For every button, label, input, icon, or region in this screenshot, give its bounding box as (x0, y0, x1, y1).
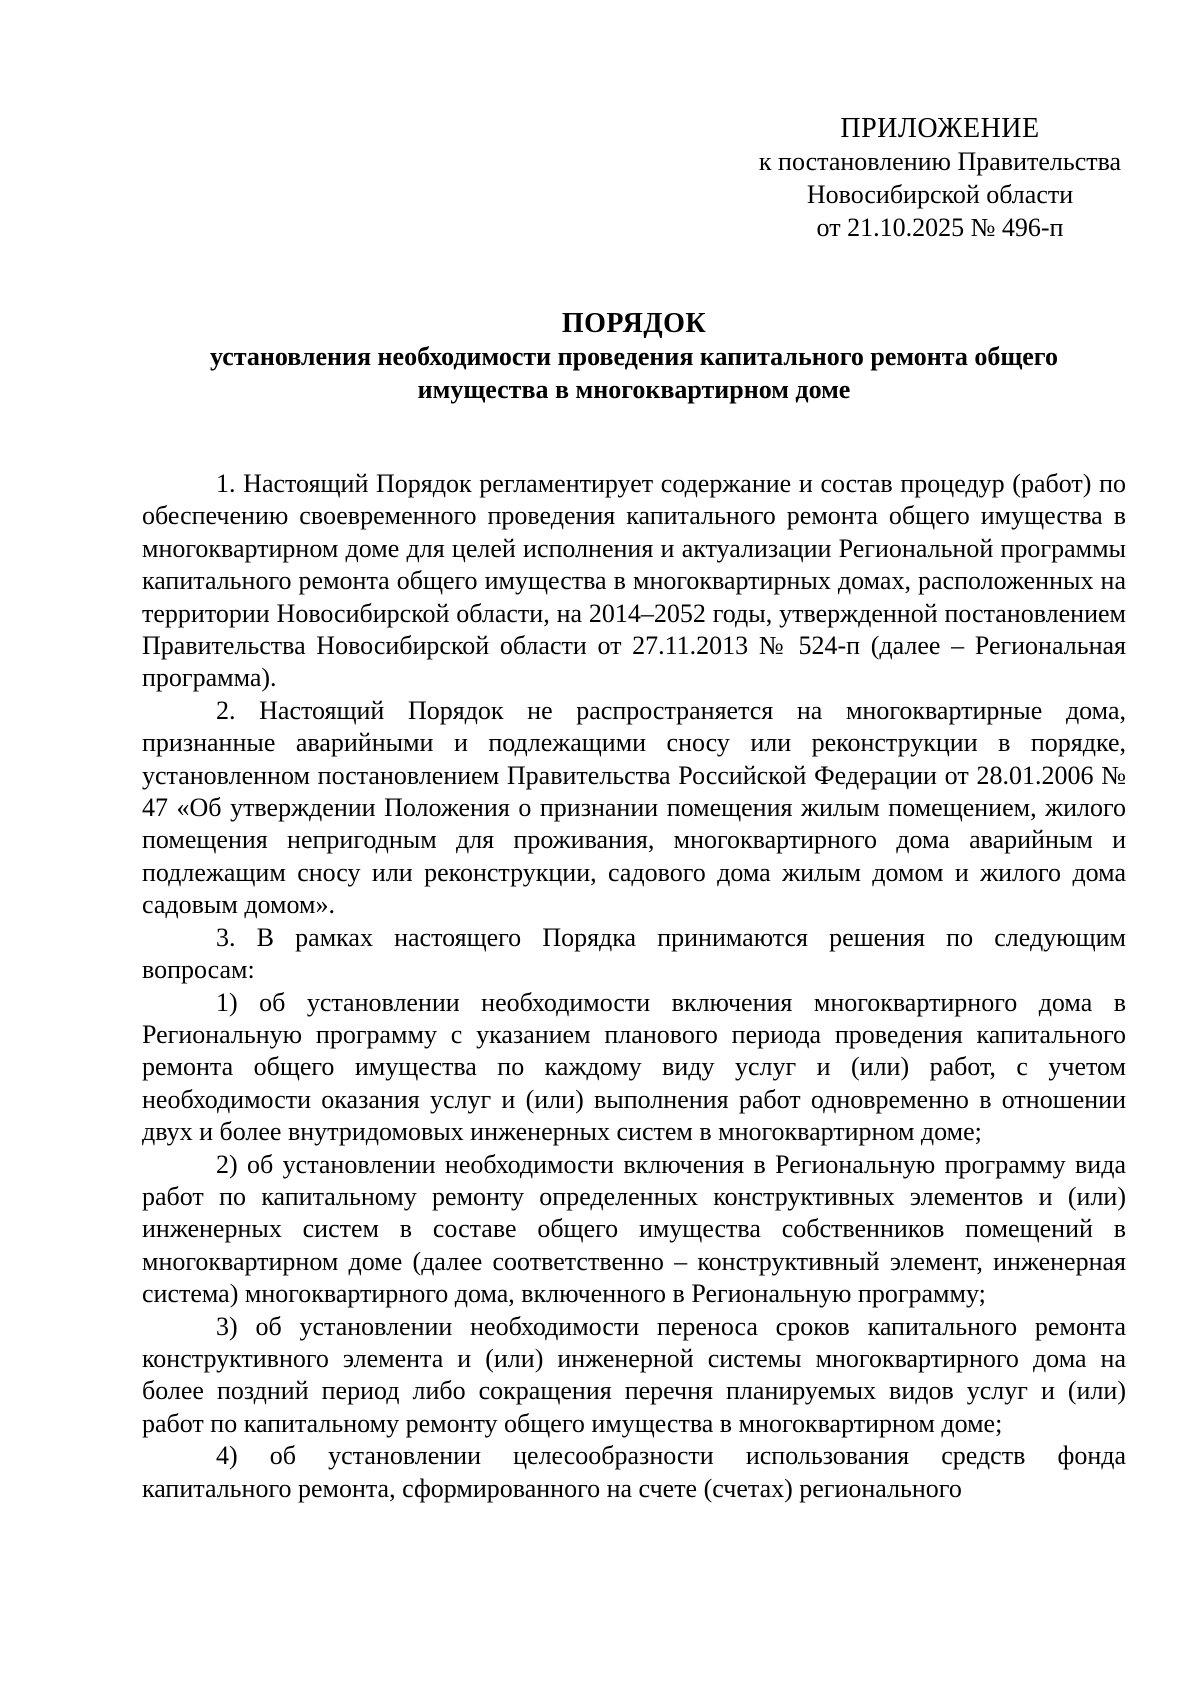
appendix-block (740, 112, 1140, 244)
list-item-2: 2) об установлении необходимости включения в Региональную программу вида работ по капитальному ремонту определенных конструктивных элементов и (или) инженерных систем в составе общего имущества собственников помещений в многоквартирном доме (далее соответственно – конструктивный элемент, инженерная система) многоквартирного дома, включенного в Региональную программу; (142, 1149, 1126, 1309)
document-title-block (142, 307, 1126, 406)
document-body (142, 468, 1126, 1505)
paragraph-1: 1. Настоящий Порядок регламентирует содержание и состав процедур (работ) по обеспечению своевременного проведения капитального ремонта общего имущества в многоквартирном доме для целей исполнения и актуализации Региональной программы капитального ремонта общего имущества в многоквартирных домах, расположенных на территории Новосибирской области, на 2014–2052 годы, утвержденной постановлением Правительства Новосибирской области от 27.11.2013 № 524-п (далее – Региональная программа). (142, 469, 1126, 693)
list-item-4: 4) об установлении целесообразности использования средств фонда капитального ремонта, сформированного на счете (счетах) регионального (142, 1441, 1126, 1503)
document-subtitle-line: установления необходимости проведения капитального ремонта общего (210, 342, 1058, 371)
document-subtitle-line: имущества в многоквартирном доме (417, 375, 851, 404)
document-title: ПОРЯДОК (561, 308, 707, 339)
list-item-3: 3) об установлении необходимости переноса сроков капитального ремонта конструктивного элемента и (или) инженерной системы многоквартирного дома на более поздний период либо сокращения перечня планируемых видов услуг и (или) работ по капитальному ремонту общего имущества в многоквартирном доме; (142, 1311, 1126, 1438)
paragraph-2: 2. Настоящий Порядок не распространяется на многоквартирные дома, признанные аварийными и подлежащими сносу или реконструкции в порядке, установленном постановлением Правительства Российской Федерации от 28.01.2006 № 47 «Об утверждении Положения о признании помещения жилым помещением, жилого помещения непригодным для проживания, многоквартирного дома аварийным и подлежащим сносу или реконструкции, садового дома жилым домом и жилого дома садовым домом». (142, 695, 1126, 920)
appendix-heading: ПРИЛОЖЕНИЕ (840, 113, 1040, 144)
paragraph-3: 3. В рамках настоящего Порядка принимаются решения по следующим вопросам: (142, 922, 1126, 985)
list-item-1: 1) об установлении необходимости включения многоквартирного дома в Региональную программу с указанием планового периода проведения капитального ремонта общего имущества по каждому виду услуг и (или) работ, с учетом необходимости оказания услуг и (или) выполнения работ одновременно в отношении двух и более внутридомовых инженерных систем в многоквартирном доме; (142, 987, 1126, 1147)
appendix-date-number: от 21.10.2025 № 496-п (816, 213, 1064, 242)
appendix-line: к постановлению Правительства (758, 147, 1122, 176)
appendix-line: Новосибирской области (806, 180, 1074, 209)
